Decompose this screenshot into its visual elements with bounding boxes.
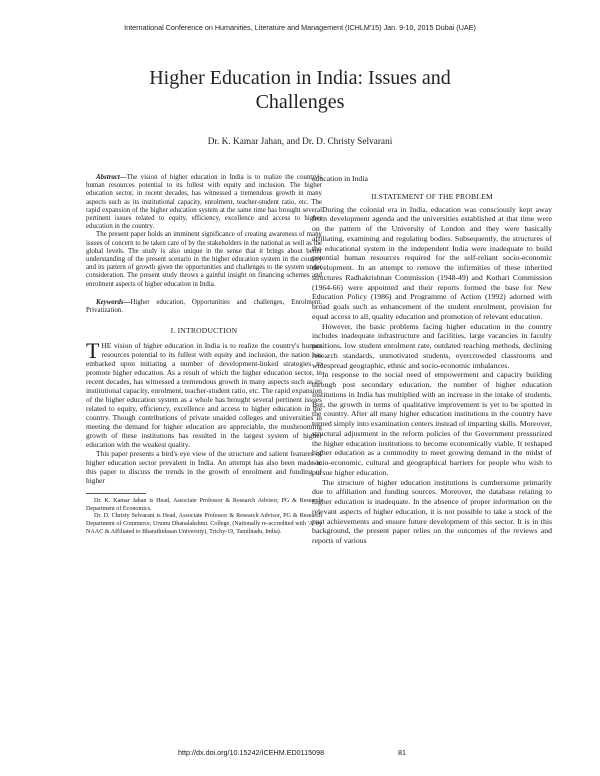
problem-p2: However, the basic problems facing higher education in the country includes inadequate infrastructure and facilities, large vacancies in faculty positions, low student enrolment rate, outdated teaching methods, declining research standards, unmotivated students, overcrowded classrooms and widespread geographic, ethnic and socio-economic imbalances.: [312, 321, 552, 370]
intro-p1: [86, 338, 322, 450]
intro-p2: This paper presents a bird's eye view of the structure and salient features of higher education sector prevalent in India. An attempt has also been made in this paper to discuss the trends in the growth of enrolment and funding of higher: [86, 449, 322, 486]
left-column: [86, 174, 322, 536]
doi-link[interactable]: http://dx.doi.org/10.15242/ICEHM.ED0115098: [178, 748, 325, 757]
keywords-label: Keywords: [96, 298, 124, 306]
footnote-1: Dr. K. Kamar Jahan is Head, Associate Professor & Research Advisor, PG & Research Department of Economics.: [86, 498, 322, 512]
section-heading-introduction: I. INTRODUCTION: [170, 326, 238, 336]
problem-p1: During the colonial era in India, education was consciously kept away from development agenda and the universities established at that time were on the pattern of the University of London and they were basically affiliating, examining and regulating bodies. Subsequently, the structures of the educational system in the independent India were inadequate to build potential human resources required for the self-reliant socio-economic development. In an attempt to remove the infirmities of these inherited structures Radhakrishnan Commission (1948-49) and Kothari Commission (1964-66) were appointed and their reports formed the base for New Education Policy (1986) and Programme of Action (1992) adorned with broad goals such as enhancement of the student enrolment, provision for equal access to all, quality education and promotion of relevant education.: [312, 204, 552, 321]
keywords-text: Higher education, Opportunities and challenges, Enrolment, Privatization.: [86, 298, 322, 315]
footnotes: [86, 498, 322, 536]
keywords-dash: —: [123, 298, 131, 306]
continued-text: education in India: [312, 174, 368, 183]
problem-p4: The structure of higher education institutions is cumbersome primarily due to affiliation and funding sources. Moreover, the database relating to higher education is inadequate. In the absence of proper information on the relevant aspects of higher education, it is not possible to take a stock of the past achievements and ensure future development of this sector. It is in this background, the present paper relies on the outcomes of the reviews and reports of various: [312, 477, 552, 545]
section-heading-problem: II.STATEMENT OF THE PROBLEM: [371, 191, 493, 201]
conference-header: International Conference on Humanities, Literature and Management (ICHLM'15) Jan. 9-10, 2015 Dubai (UAE): [124, 23, 476, 32]
authors: Dr. K. Kamar Jahan, and Dr. D. Christy Selvarani: [207, 137, 393, 147]
title-line-1: Higher Education in India: Issues and: [149, 67, 451, 89]
footnote-2: Dr. D. Christy Selvarani is Head, Associate Professor & Research Advisor, PG & Research Department of Commerce, Urumu Dhanalakshmi. College, (Nationally re-accredited with 'A' by NAAC & Affiliated to Bharathidasan University), Trichy-19, Tamilnadu, India).: [86, 513, 322, 535]
intro-text-1: HE vision of higher education in India is to realize the country's human resources potential to its fullest with equity and inclusion, the nation has embarked upon initiating a number of development-linked strategies to promote higher education. As a result of which the higher education sector, in recent decades, has witnessed a tremendous growth in many aspects such as its institutional capacity, enrolment, teacher-student ratio, etc. The rapid expansion of the higher education system as a whole has brought several pertinent issues related to equity, efficiency, excellence and access to higher education in the country. Though contributions of private unaided colleges and universities in meeting the demand for higher education are appreciable, the mushrooming growth of these institutions has resulted in the largest system of higher education with the weakest quality.: [86, 341, 322, 450]
abstract-text-1: The vision of higher education in India is to realize the country's human resources potential to its fullest with equity and inclusion. The higher education sector, in recent decades, has witnessed a tremendous growth in many aspects such as its institutional capacity, enrolment, teacher-student ratio, etc. The rapid expansion of the higher education system at the same time has brought several pertinent issues related to equity, efficiency, excellence and access to higher education in the country.: [86, 174, 322, 231]
abstract-p2: The present paper holds an imminent significance of creating awareness of many issues of concern to be taken care of by the stakeholders in the national as well as the global levels. The study is also unique in the sense that it brings about better understanding of the present scenario in the higher education system in the country and its pattern of growth given the opportunities and challenges to the system under consideration. The present study throws a gainful insight on financing schemes and enrolment aspects of higher education in India.: [86, 231, 322, 288]
problem-p3: In response to the social need of empowerment and capacity building through post secondary education, the number of higher education institutions in India has multiplied with an increase in the intake of students. But, the growth in terms of qualitative improvement is yet to be spotted in the country. After all many higher education institutions in the country have turned simply into examination centers instead of imparting skills. Moreover, structural adjustment in the reform policies of the Government pressurized the higher education institutions to become economically viable. It reshaped higher education as a commodity to meet growing demand in the midst of socio-economic, cultural and geographical barriers for people who wish to pursue higher education.: [312, 370, 552, 477]
abstract-dash: —: [119, 174, 127, 181]
abstract: [86, 174, 322, 289]
drop-cap: T: [86, 338, 100, 364]
footnote-rule: [86, 493, 146, 494]
right-column: [312, 174, 552, 546]
abstract-p1: [86, 174, 322, 231]
keywords: [86, 299, 322, 315]
abstract-label: Abstract: [96, 174, 120, 181]
page-number: 81: [398, 748, 406, 757]
title-line-2: Challenges: [255, 91, 345, 113]
paper-title: [60, 66, 540, 114]
introduction: [86, 338, 322, 486]
